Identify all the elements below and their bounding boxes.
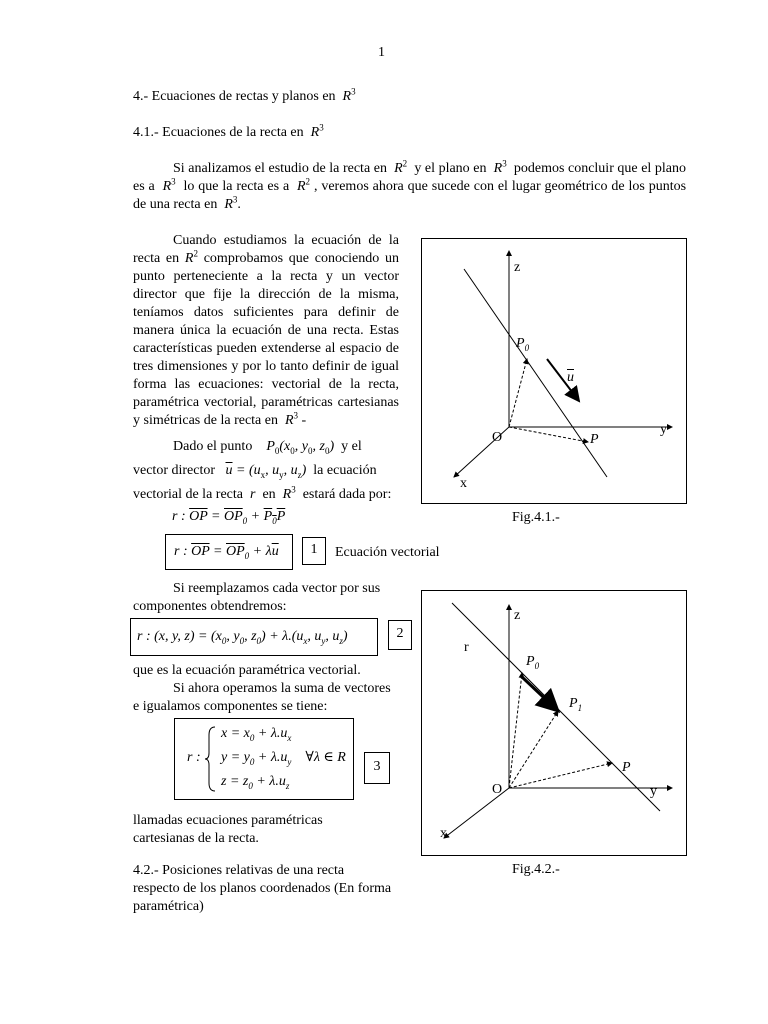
label-p1-2: $P_1$	[569, 696, 583, 713]
paragraph-llamadas: llamadas ecuaciones paramétricas cartesianas de la recta.	[133, 813, 323, 846]
vector-p0p1	[522, 677, 558, 711]
figure-4-2-caption: Fig.4.2.-	[512, 862, 560, 877]
label-p: P	[590, 432, 599, 447]
equation-parametric-vector-box: r : (x, y, $z) = (x_0$, $y_0$, $z_0) + \lambda.(u_x$, $u_y$, $u_z$)	[130, 618, 378, 656]
paragraph-definition: Cuando estudiamos la ecuación de la recta en $R^2$ comprobamos que conociendo un punto perteneciente a la recta y un vector director que fije la dirección de la misma, teníamos datos suficientes para definir de manera única la ecuación de una recta. Estas características pueden extenderse al espacio de tres dimensiones y por lo tanto definir de igual forma las ecuaciones: vectorial de la recta, paramétrica vectorial, paramétricas cartesianas y simétricas de la recta en $R^3$ -	[133, 233, 400, 428]
equation-op-sum: r : $\overline{OP} = \overline{OP}_0 + \overline{P}_0\overline{P}$	[172, 509, 286, 526]
paragraph-reemplazamos: Si reemplazamos cada vector por sus componentes obtendremos:	[133, 581, 381, 614]
label-y-2: y	[650, 784, 657, 799]
page-number: 1	[378, 45, 385, 60]
figure-4-1-drawing	[422, 239, 686, 503]
equation-cartesian-box: r : $x = x_0 + \lambda.u_x$ $y = y_0 + \lambda.u_y$ ∀λ ∈ R $z = z_0 + \lambda.u_z$	[174, 718, 354, 800]
label-p0-2: $P_0$	[526, 654, 540, 671]
vector-op-2	[509, 763, 612, 788]
label-p0: $P_0$	[516, 336, 530, 353]
equation-vectorial-box: r : $\overline{OP} = \overline{OP}_0 + \lambda\overline{u}$	[165, 534, 293, 570]
line-r	[464, 269, 607, 477]
label-x: x	[460, 476, 467, 491]
section-4-1-heading: 4.1.- Ecuaciones de la recta en $R^3$	[133, 122, 324, 140]
vector-op0	[509, 359, 527, 427]
figure-4-1	[421, 238, 687, 504]
label-origin-2: O	[492, 782, 503, 797]
brace-icon	[205, 725, 217, 793]
vector-op	[509, 427, 588, 442]
label-x-2: x	[440, 826, 447, 841]
paragraph-operamos: Si ahora operamos la suma de vectores e igualamos componentes se tiene:	[133, 681, 391, 714]
label-y: y	[660, 422, 667, 437]
equation-number-1: 1	[302, 537, 326, 565]
label-origin: O	[492, 430, 503, 445]
vector-u	[547, 359, 579, 401]
equation-number-3: 3	[364, 752, 390, 784]
section-4-2-heading: 4.2.- Posiciones relativas de una recta respecto de los planos coordenados (En forma paramétrica)	[133, 863, 392, 914]
label-z-2: z	[514, 608, 521, 623]
equation-vectorial-label: Ecuación vectorial	[335, 545, 440, 560]
equation-number-2: 2	[388, 620, 412, 650]
figure-4-1-caption: Fig.4.1.-	[512, 510, 560, 525]
label-z: z	[514, 260, 521, 275]
label-p-2: P	[622, 760, 631, 775]
intro-paragraph: Si analizamos el estudio de la recta en $R^2$ y el plano en $R^3$ podemos concluir que el plano es a $R^3$ lo que la recta es a $R^2$ , veremos ahora que sucede con el lugar geométrico de los puntos de una recta en $R^3$.	[133, 158, 687, 212]
paragraph-dado-el-punto: Dado el punto $P_0(x_0$, $y_0$, $z_0$) y el vector director $\overline{u} = (u_x$, $u_y$, $u_z$) la ecuación vectorial de la recta r en $R^3$ estará dada por:	[133, 439, 392, 502]
figure-4-2	[421, 590, 687, 856]
figure-4-2-drawing	[422, 591, 686, 855]
section-4-heading: 4.- Ecuaciones de rectas y planos en $R^3$	[133, 86, 356, 104]
line-r-2	[452, 603, 660, 811]
paragraph-parametrica-vectorial: que es la ecuación paramétrica vectorial.	[133, 663, 361, 678]
label-u: $\overline{u}$	[567, 370, 574, 385]
label-r-2: r	[464, 640, 469, 655]
